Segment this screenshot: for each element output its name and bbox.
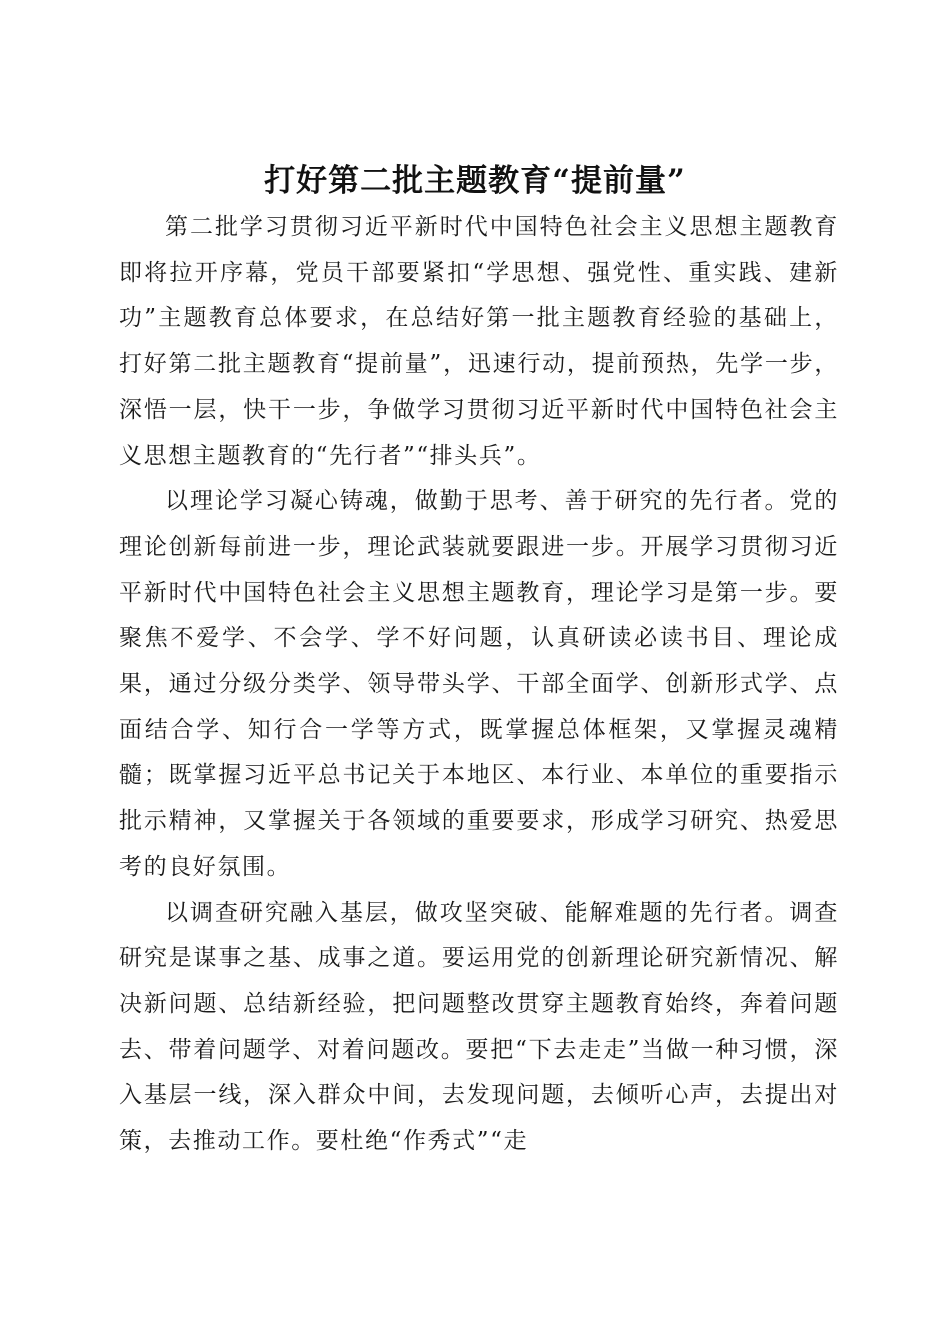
paragraph-intro: 第二批学习贯彻习近平新时代中国特色社会主义思想主题教育即将拉开序幕，党员干部要紧扣“学思想、强党性、重实践、建新功”主题教育总体要求，在总结好第一批主题教育经验的基础上，打好第二批主题教育“提前量”，迅速行动，提前预热，先学一步，深悟一层，快干一步，争做学习贯彻习近平新时代中国特色社会主义思想主题教育的“先行者”“排头兵”。 — [119, 214, 839, 469]
document-body — [119, 205, 839, 1165]
paragraph-investigation: 以调查研究融入基层，做攻坚突破、能解难题的先行者。调查研究是谋事之基、成事之道。要运用党的创新理论研究新情况、解决新问题、总结新经验，把问题整改贯穿主题教育始终，奔着问题去、带着问题学、对着问题改。要把“下去走走”当做一种习惯，深入基层一线，深入群众中间，去发现问题，去倾听心声，去提出对策，去推动工作。要杜绝“作秀式”“走 — [119, 899, 839, 1155]
paragraph-theory-study: 以理论学习凝心铸魂，做勤于思考、善于研究的先行者。党的理论创新每前进一步，理论武装就要跟进一步。开展学习贯彻习近平新时代中国特色社会主义思想主题教育，理论学习是第一步。要聚焦不爱学、不会学、学不好问题，认真研读必读书目、理论成果，通过分级分类学、领导带头学、干部全面学、创新形式学、点面结合学、知行合一学等方式，既掌握总体框架，又掌握灵魂精髓；既掌握习近平总书记关于本地区、本行业、本单位的重要指示批示精神，又掌握关于各领域的重要要求，形成学习研究、热爱思考的良好氛围。 — [119, 488, 839, 880]
document-title: 打好第二批主题教育“提前量” — [264, 162, 686, 199]
